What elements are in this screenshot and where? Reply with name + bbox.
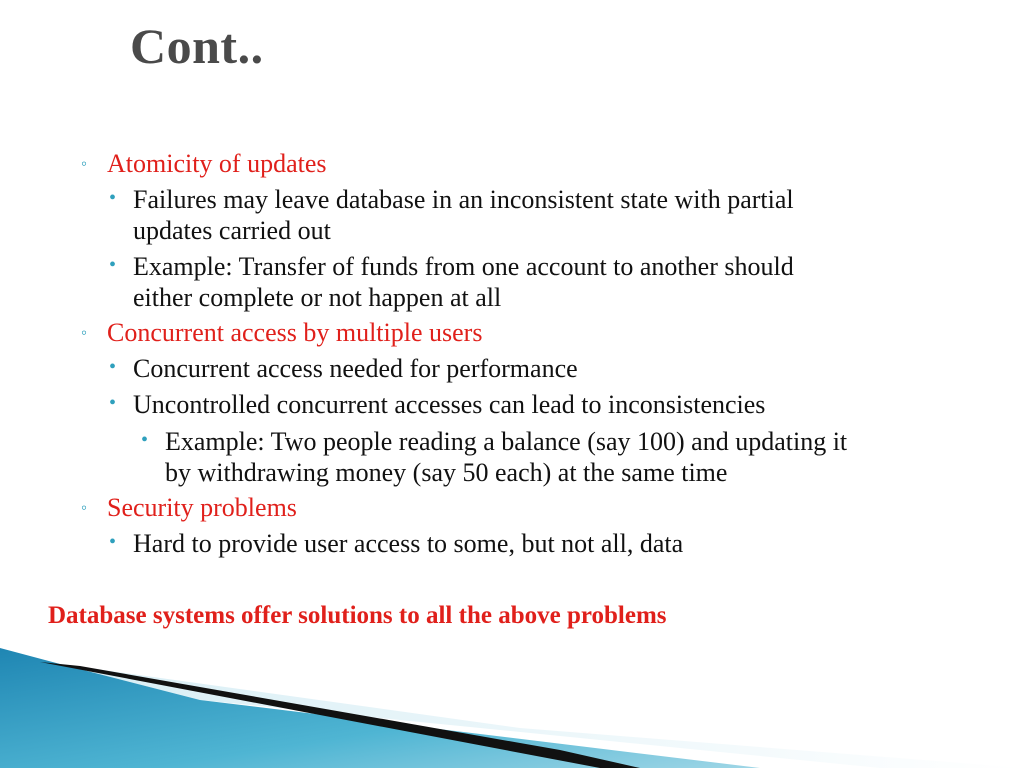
hollow-circle-bullet-icon: ◦ — [81, 498, 88, 517]
hollow-circle-bullet-icon: ◦ — [81, 323, 88, 342]
conclusion-text: Database systems offer solutions to all the above problems — [48, 602, 667, 629]
bullet-heading-atomicity — [81, 148, 327, 179]
sub-bullet-line: updates carried out — [133, 216, 331, 245]
dot-bullet-icon: • — [109, 254, 117, 276]
dot-bullet-icon: • — [109, 531, 117, 553]
sub-bullet — [109, 528, 893, 559]
sub-bullet — [109, 251, 893, 313]
hollow-circle-bullet-icon: ◦ — [81, 154, 88, 173]
dot-bullet-icon: • — [109, 187, 117, 209]
dot-bullet-icon: • — [141, 429, 149, 451]
sub-bullet — [109, 389, 893, 420]
sub-sub-bullet-line: Example: Two people reading a balance (say 100) and updating it — [165, 427, 848, 456]
corner-swoosh-decoration — [0, 640, 1024, 768]
sub-bullet-line: Failures may leave database in an inconsistent state with partial — [133, 185, 794, 214]
blue-wedge-shape — [0, 648, 760, 768]
bullet-heading-concurrent-access — [81, 317, 483, 348]
dot-bullet-icon: • — [109, 392, 117, 414]
bullet-heading-text: Concurrent access by multiple users — [107, 318, 483, 347]
bullet-heading-text: Security problems — [107, 493, 297, 522]
sub-bullet — [109, 184, 893, 246]
sub-bullet-line: Example: Transfer of funds from one account to another should — [133, 252, 794, 281]
sub-sub-bullet-line: by withdrawing money (say 50 each) at the same time — [165, 458, 728, 487]
sub-bullet-line: Concurrent access needed for performance — [133, 354, 578, 383]
sub-bullet-line: either complete or not happen at all — [133, 283, 502, 312]
sub-bullet — [109, 353, 893, 384]
sub-bullet-line: Uncontrolled concurrent accesses can lead to inconsistencies — [133, 390, 766, 419]
sub-bullet-line: Hard to provide user access to some, but not all, data — [133, 529, 684, 558]
slide-title: Cont.. — [130, 18, 264, 74]
sub-sub-bullet — [141, 426, 925, 488]
bullet-heading-text: Atomicity of updates — [107, 149, 327, 178]
bullet-heading-security — [81, 492, 297, 523]
dot-bullet-icon: • — [109, 356, 117, 378]
